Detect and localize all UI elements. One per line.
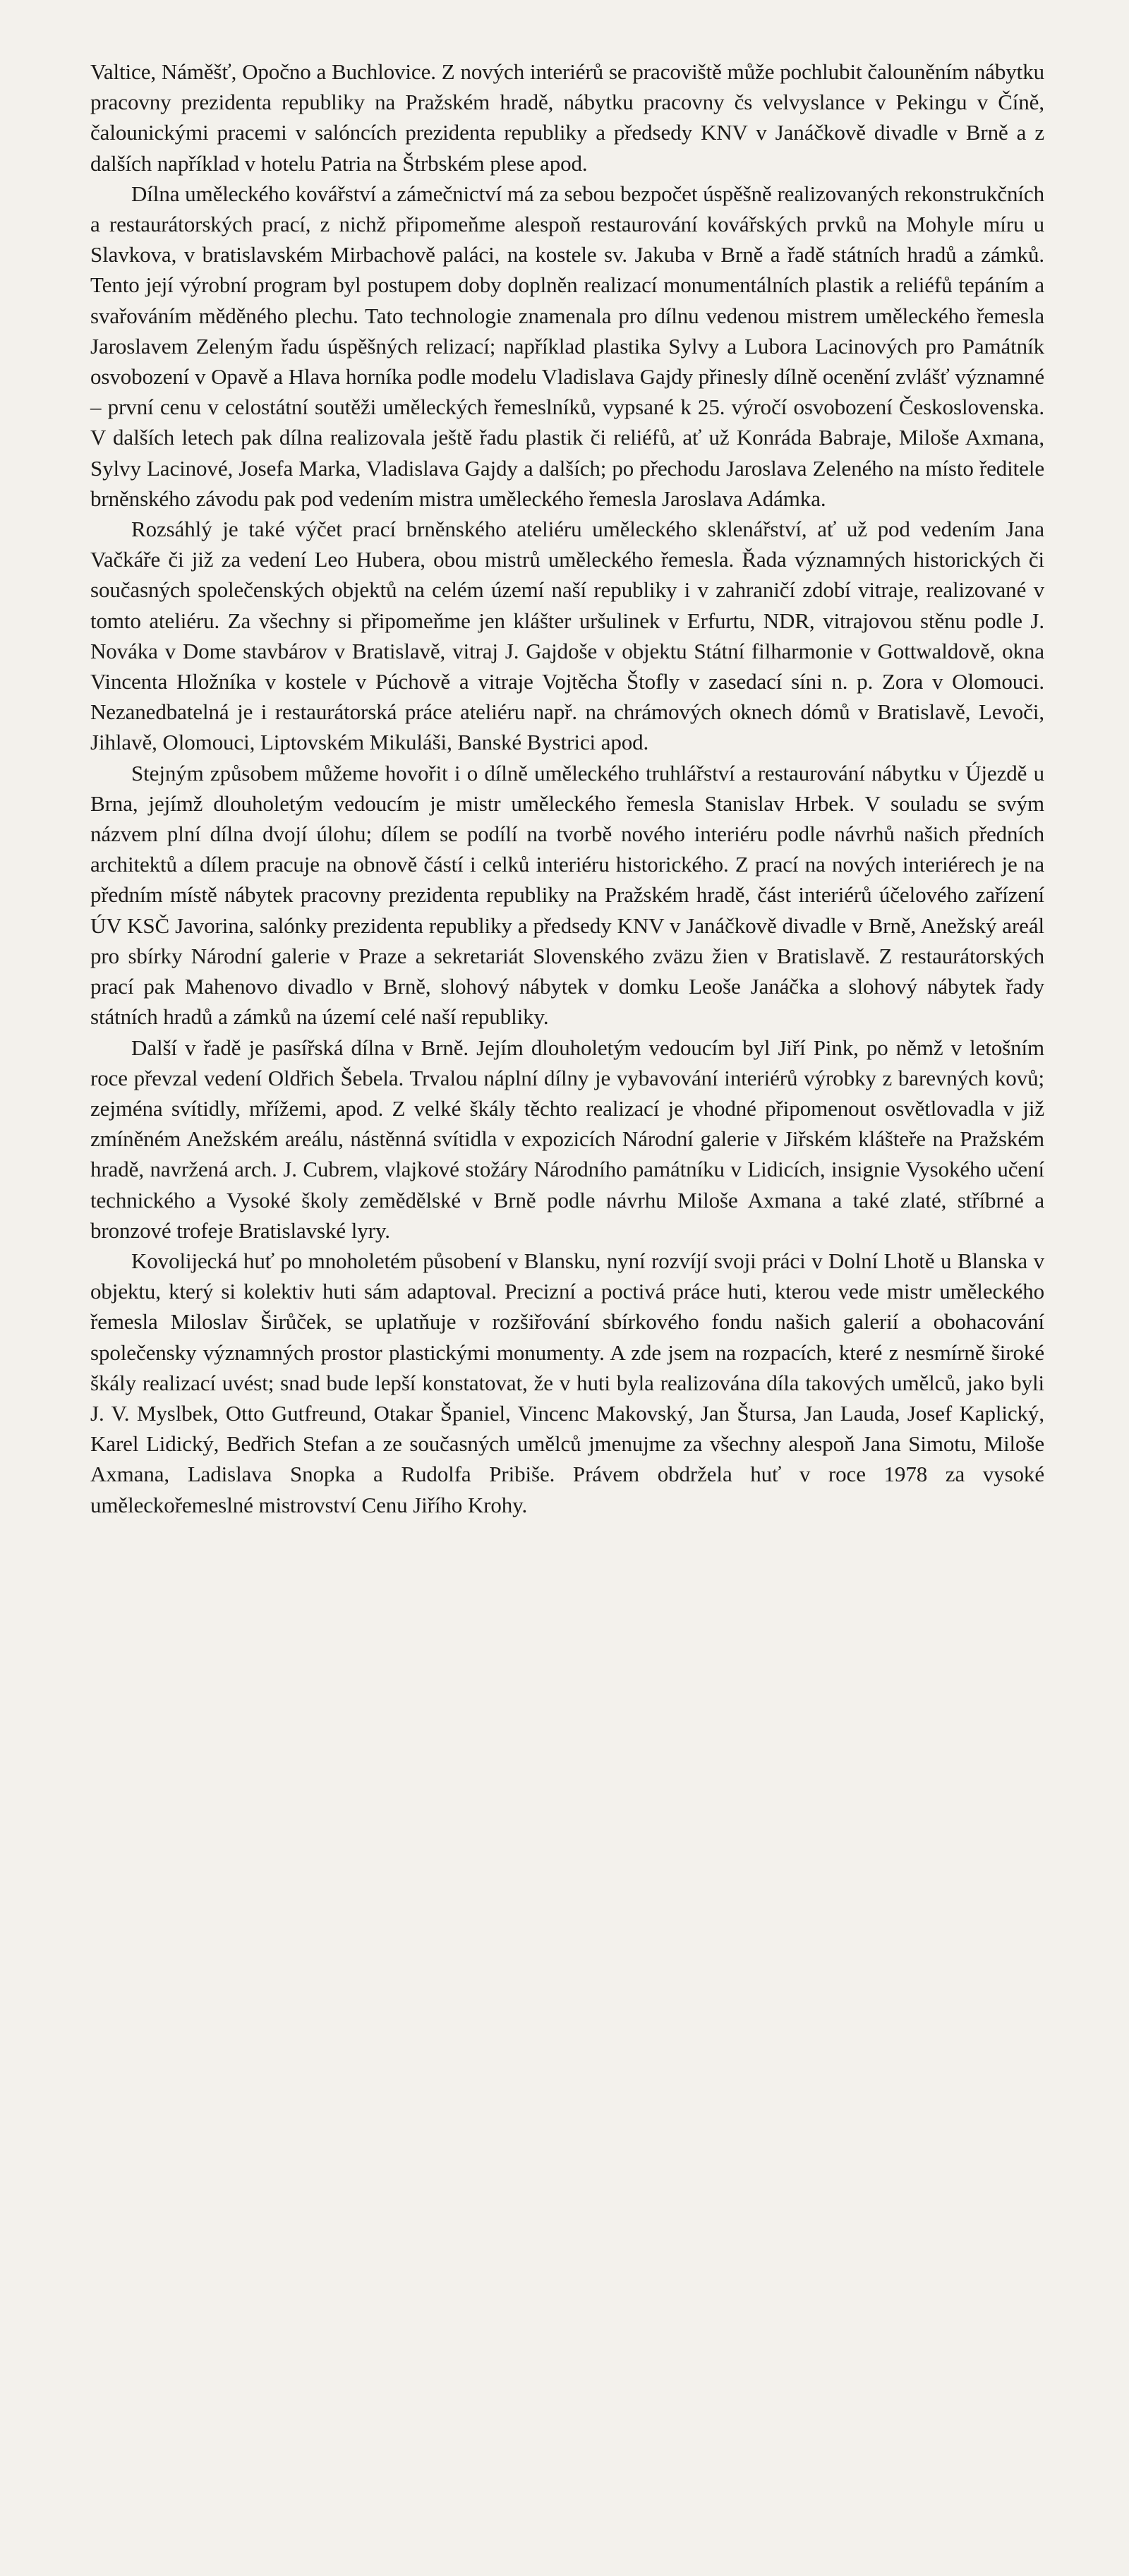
paragraph-glazing: Rozsáhlý je také výčet prací brněnského ateliéru uměleckého sklenářství, ať už pod vedením Jana Vačkáře či již za vedení Leo Hubera, obou mistrů uměleckého řemesla. Řada významných historických či současných společenských objektů na celém území naší republiky i v zahraničí zdobí vitraje, realizované v tomto ateliéru. Za všechny si připomeňme jen klášter uršulinek v Erfurtu, NDR, vitrajovou stěnu podle J. Nováka v Dome stavbárov v Bratislavě, vitraj J. Gajdoše v objektu Státní filharmonie v Gottwaldově, okna Vincenta Hložníka v kostele v Púchově a vitraje Vojtěcha Štofly v zasedací síni n. p. Zora v Olomouci. Nezanedbatelná je i restaurátorská práce ateliéru např. na chrámových oknech dómů v Bratislavě, Levoči, Jihlavě, Olomouci, Liptovském Mikuláši, Banské Bystrici apod. xyxy=(90,517,1044,755)
paragraph-joinery: Stejným způsobem můžeme hovořit i o dílně uměleckého truhlářství a restaurování nábytku v Újezdě u Brna, jejímž dlouholetým vedoucím je mistr uměleckého řemesla Stanislav Hrbek. V souladu se svým názvem plní dílna dvojí úlohu; dílem se podílí na tvorbě nového interiéru podle návrhů našich předních architektů a dílem pracuje na obnově částí i celků interiéru historického. Z prací na nových interiérech je na předním místě nábytek pracovny prezidenta republiky na Pražském hradě, část interiérů účelového zařízení ÚV KSČ Javorina, salónky prezidenta republiky a předsedy KNV v Janáčkově divadle v Brně, Anežský areál pro sbírky Národní galerie v Praze a sekretariát Slovenského zväzu žien v Bratislavě. Z restaurátorských prací pak Mahenovo divadlo v Brně, slohový nábytek v domku Leoše Janáčka a slohový nábytek řady státních hradů a zámků na území celé naší republiky. xyxy=(90,760,1044,1030)
paragraph-metalwork: Další v řadě je pasířská dílna v Brně. Jejím dlouholetým vedoucím byl Jiří Pink, po němž v letošním roce převzal vedení Oldřich Šebela. Trvalou náplní dílny je vybavování interiérů výrobky z barevných kovů; zejména svítidly, mřížemi, apod. Z velké škály těchto realizací je vhodné připomenout osvětlovadla v již zmíněném Anežském areálu, nástěnná svítidla v expozicích Národní galerie v Jiřském klášteře na Pražském hradě, navržená arch. J. Cubrem, vlajkové stožáry Národního památníku v Lidicích, insignie Vysokého učení technického a Vysoké školy zemědělské v Brně podle návrhu Miloše Axmana a také zlaté, stříbrné a bronzové trofeje Bratislavské lyry. xyxy=(90,1035,1044,1243)
paragraph-blacksmithing: Dílna uměleckého kovářství a zámečnictví má za sebou bezpočet úspěšně realizovaných rekonstrukčních a restaurátorských prací, z nichž připomeňme alespoň restaurování kovářských prvků na Mohyle míru u Slavkova, v bratislavském Mirbachově paláci, na kostele sv. Jakuba v Brně a řadě státních hradů a zámků. Tento její výrobní program byl postupem doby doplněn realizací monumentálních plastik a reliéfů tepáním a svařováním měděného plechu. Tato technologie znamenala pro dílnu vedenou mistrem uměleckého řemesla Jaroslavem Zeleným řadu úspěšných relizací; například plastika Sylvy a Lubora Lacinových pro Památník osvobození v Opavě a Hlava horníka podle modelu Vladislava Gajdy přinesly dílně ocenění zvlášť významné – první cenu v celostátní soutěži uměleckých řemeslníků, vypsané k 25. výročí osvobození Československa. V dalších letech pak dílna realizovala ještě řadu plastik či reliéfů, ať už Konráda Babraje, Miloše Axmana, Sylvy Lacinové, Josefa Marka, Vladislava Gajdy a dalších; po přechodu Jaroslava Zeleného na místo ředitele brněnského závodu pak pod vedením mistra uměleckého řemesla Jaroslava Adámka. xyxy=(90,181,1044,511)
document-page xyxy=(90,56,1044,2541)
paragraph-foundry: Kovolijecká huť po mnoholetém působení v Blansku, nyní rozvíjí svoji práci v Dolní Lhotě u Blanska v objektu, který si kolektiv huti sám adaptoval. Precizní a poctivá práce huti, kterou vede mistr uměleckého řemesla Miloslav Širůček, se uplatňuje v rozšiřování sbírkového fondu našich galerií a obohacování společensky významných prostor plastickými monumenty. A zde jsem na rozpacích, které z nesmírně široké škály realizací uvést; snad bude lepší konstatovat, že v huti byla realizována díla takových umělců, jako byli J. V. Myslbek, Otto Gutfreund, Otakar Španiel, Vincenc Makovský, Jan Štursa, Jan Lauda, Josef Kaplický, Karel Lidický, Bedřich Stefan a ze současných umělců jmenujme za všechny alespoň Jana Simotu, Miloše Axmana, Ladislava Snopka a Rudolfa Pribiše. Právem obdržela huť v roce 1978 za vysoké uměleckořemeslné mistrovství Cenu Jiřího Krohy. xyxy=(90,1248,1044,1517)
paragraph-upholstery: Valtice, Náměšť, Opočno a Buchlovice. Z nových interiérů se pracoviště může pochlubit čalouněním nábytku pracovny prezidenta republiky na Pražském hradě, nábytku pracovny čs velvyslance v Pekingu v Číně, čalounickými pracemi v salóncích prezidenta republiky a předsedy KNV v Janáčkově divadle v Brně a z dalších například v hotelu Patria na Štrbském plese apod. xyxy=(90,59,1044,176)
